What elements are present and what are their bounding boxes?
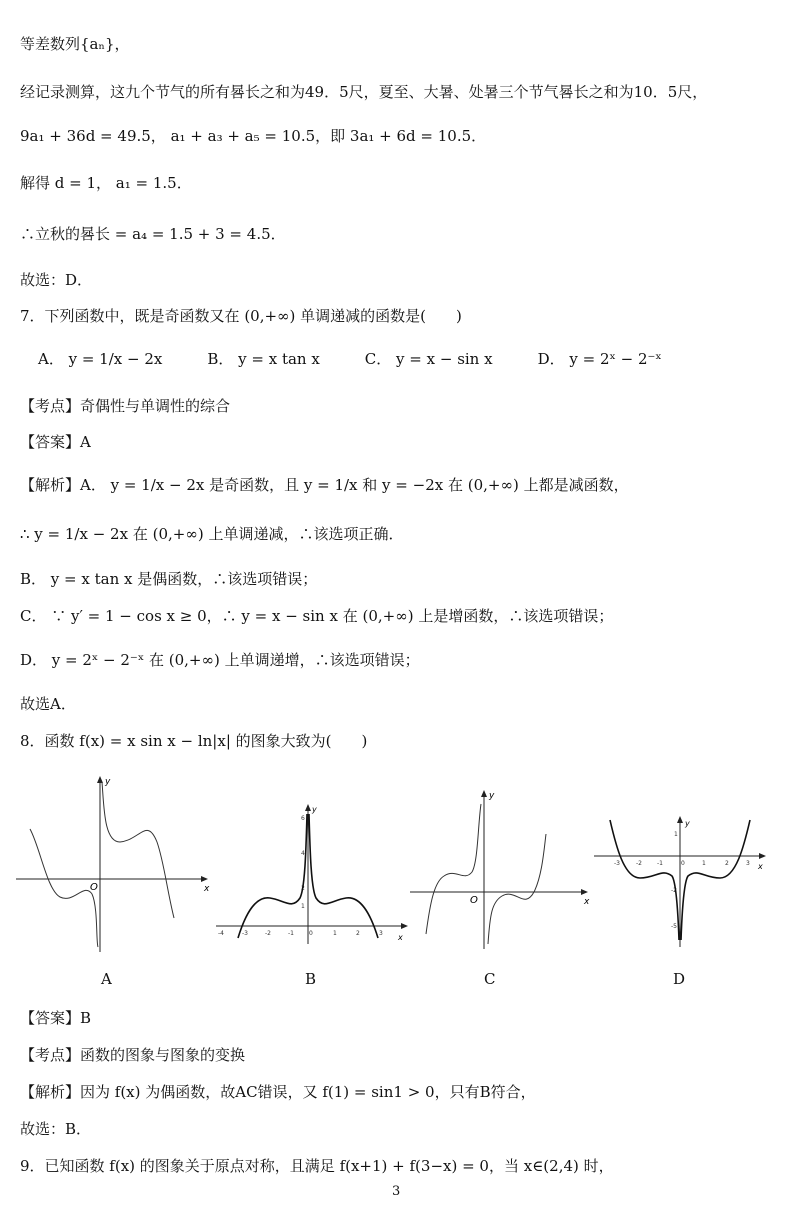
graph-c-y-label: y: [489, 791, 495, 801]
text-line-3: 9a₁ + 36d = 49.5， a₁ + a₃ + a₅ = 10.5，即 3a₁ + 6d = 10.5．: [20, 127, 487, 145]
graph-c-x-label: x: [584, 897, 590, 907]
graph-d-xtick: 3: [746, 860, 750, 867]
graph-b-xtick: -4: [218, 930, 224, 937]
graph-b-xtick: 1: [333, 930, 337, 937]
graph-d-xtick: 0: [681, 860, 685, 867]
graph-d-xtick: 2: [725, 860, 729, 867]
q8-conclusion: 故选：B．: [20, 1120, 92, 1138]
text-line-6: 故选：D．: [20, 271, 93, 289]
graph-c: [406, 784, 596, 954]
graph-b: [212, 800, 412, 950]
graph-b-xtick: 0: [309, 930, 313, 937]
graph-d-xtick: -1: [657, 860, 663, 867]
graph-d-ytick: -2: [671, 887, 677, 894]
graph-b-ytick: 6: [301, 815, 305, 822]
question-8: 8．函数 f(x) = x sin x − ln|x| 的图象大致为( ): [20, 732, 368, 750]
graph-b-x-label: x: [398, 933, 403, 942]
q7-analysis-b: B． y = x tan x 是偶函数，∴该选项错误；: [20, 570, 318, 588]
graph-c-caption: C: [484, 970, 496, 988]
page-number: 3: [392, 1184, 401, 1199]
graph-b-xtick: 2: [356, 930, 360, 937]
graph-d-caption: D: [673, 970, 686, 988]
question-9: 9．已知函数 f(x) 的图象关于原点对称，且满足 f(x+1) + f(3−x) = 0，当 x∈(2,4) 时，: [20, 1157, 614, 1175]
text-line-1: 等差数列{aₙ}，: [20, 35, 130, 53]
graph-b-xtick: -1: [288, 930, 294, 937]
q8-keypoint: 【考点】函数的图象与图象的变换: [20, 1046, 246, 1064]
graph-b-ytick: 2: [301, 885, 305, 892]
graph-d-xtick: 1: [702, 860, 706, 867]
graph-b-xtick: 3: [379, 930, 383, 937]
q7-answer: 【答案】A: [20, 433, 91, 451]
graph-d-ytick: 1: [674, 831, 678, 838]
q7-conclusion: 故选A．: [20, 695, 76, 713]
graph-b-xtick: -2: [265, 930, 271, 937]
graph-c-origin: O: [470, 895, 478, 906]
graph-b-ytick: 4: [301, 850, 305, 857]
text-line-5: ∴立秋的晷长 = a₄ = 1.5 + 3 = 4.5．: [20, 225, 286, 243]
graph-d-xtick: -3: [614, 860, 620, 867]
graph-a-y-label: y: [105, 777, 111, 787]
graph-b-ytick: 1: [301, 903, 305, 910]
text-line-4: 解得 d = 1， a₁ = 1.5．: [20, 174, 192, 192]
graph-a-x-label: x: [204, 884, 210, 894]
graph-a-caption: A: [101, 970, 112, 988]
graph-d-xtick: -2: [636, 860, 642, 867]
question-7-options: A． y = 1/x − 2x B． y = x tan x C． y = x − sin x D． y = 2ˣ − 2⁻ˣ: [38, 350, 662, 368]
graph-b-xtick: -3: [242, 930, 248, 937]
graph-d: [590, 812, 770, 952]
q7-analysis-1: 【解析】A． y = 1/x − 2x 是奇函数，且 y = 1/x 和 y = −2x 在 (0,+∞) 上都是减函数，: [20, 476, 629, 494]
graph-b-y-label: y: [312, 805, 317, 814]
q7-analysis-c: C． ∵ y′ = 1 − cos x ≥ 0，∴ y = x − sin x 在 (0,+∞) 上是增函数，∴该选项错误；: [20, 607, 614, 625]
graph-d-x-label: x: [758, 862, 763, 871]
graph-d-y-label: y: [685, 819, 690, 828]
graph-a: [12, 772, 212, 957]
q7-keypoint: 【考点】奇偶性与单调性的综合: [20, 397, 231, 415]
q8-analysis: 【解析】因为 f(x) 为偶函数，故AC错误，又 f(1) = sin1 > 0，只有B符合，: [20, 1083, 536, 1101]
q7-analysis-2: ∴ y = 1/x − 2x 在 (0,+∞) 上单调递减，∴该选项正确．: [20, 525, 404, 543]
graph-a-origin: O: [90, 882, 98, 893]
q8-answer: 【答案】B: [20, 1009, 92, 1027]
graph-b-caption: B: [305, 970, 317, 988]
text-line-2: 经记录测算，这九个节气的所有晷长之和为49．5尺，夏至、大暑、处暑三个节气晷长之和为10．5尺，: [20, 83, 708, 101]
question-7: 7．下列函数中，既是奇函数又在 (0,+∞) 单调递减的函数是( ): [20, 307, 462, 325]
q7-analysis-d: D． y = 2ˣ − 2⁻ˣ 在 (0,+∞) 上单调递增，∴该选项错误；: [20, 651, 420, 669]
graph-d-ytick: -5: [671, 923, 677, 930]
